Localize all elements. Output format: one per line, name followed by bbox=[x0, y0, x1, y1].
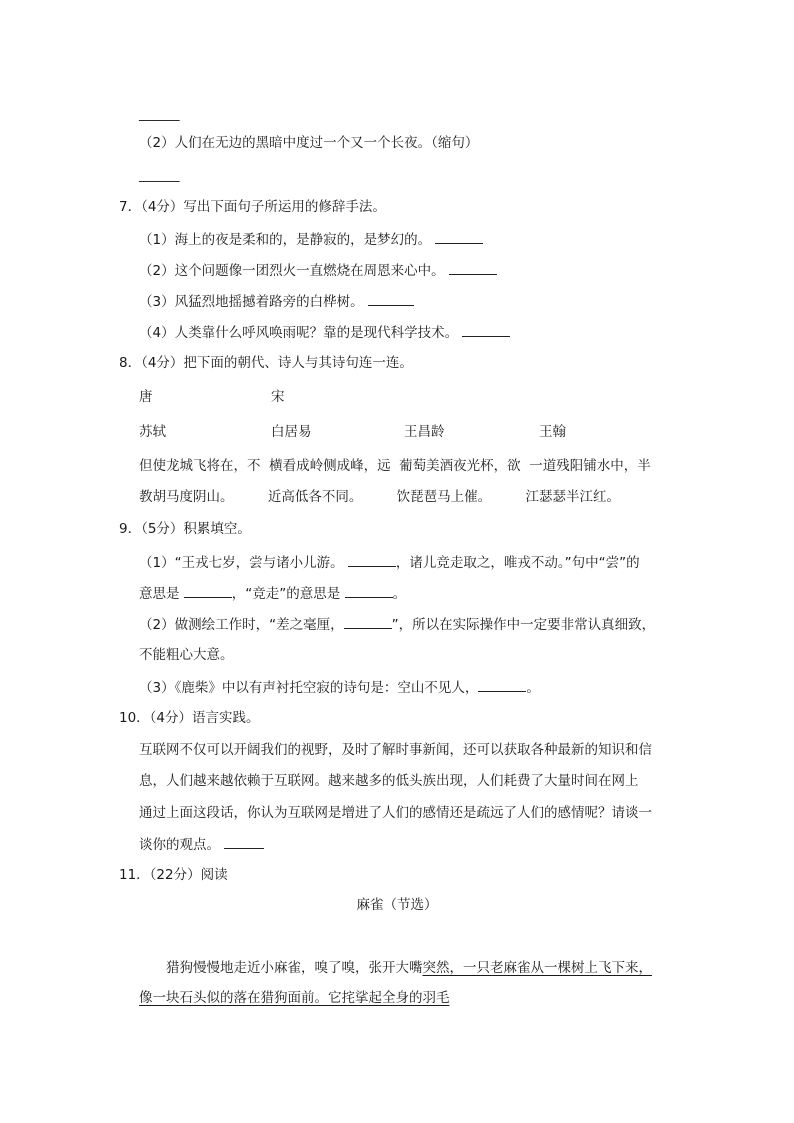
answer-blank[interactable] bbox=[348, 552, 396, 567]
dynasty-song: 宋 bbox=[271, 389, 285, 405]
poem-lines-row-2: 教胡马度阴山。 近高低各不同。 饮琵琶马上催。 江瑟瑟半江红。 bbox=[139, 489, 620, 505]
answer-blank[interactable] bbox=[344, 614, 392, 629]
poet-wang-han: 王翰 bbox=[539, 424, 566, 440]
answer-blank[interactable] bbox=[435, 229, 483, 244]
passage-title: 麻雀（节选） bbox=[356, 897, 438, 913]
q6-answer-blank[interactable]: ______ bbox=[139, 167, 180, 183]
answer-blank[interactable] bbox=[368, 291, 414, 306]
poet-su-shi: 苏轼 bbox=[139, 424, 166, 440]
q6-item-2: （2）人们在无边的黑暗中度过一个又一个长夜。（缩句） bbox=[139, 135, 479, 151]
passage-line-2: 像一块石头似的落在猎狗面前。它挓挲起全身的羽毛 bbox=[139, 990, 450, 1006]
q7-heading: 7．（4分）写出下面句子所运用的修辞手法。 bbox=[119, 199, 386, 215]
q7-item-4: （4）人类靠什么呼风唤雨呢？靠的是现代科学技术。 bbox=[139, 322, 510, 343]
poem-lines-row-1: 但使龙城飞将在，不 横看成岭侧成峰，远 葡萄美酒夜光杯，欲 一道残阳铺水中，半 bbox=[139, 458, 651, 474]
poet-wang-changling: 王昌龄 bbox=[404, 424, 445, 440]
passage-line-1: 猎狗慢慢地走近小麻雀，嗅了嗅，张开大嘴突然，一只老麻雀从一棵树上飞下来， bbox=[166, 960, 652, 976]
poet-bai-juyi: 白居易 bbox=[271, 424, 312, 440]
q7-item-1: （1）海上的夜是柔和的，是静寂的，是梦幻的。 bbox=[139, 229, 483, 250]
q9-item-3: （3）《鹿柴》中以有声衬托空寂的诗句是：空山不见人， 。 bbox=[139, 677, 540, 698]
q8-heading: 8．（4分）把下面的朝代、诗人与其诗句连一连。 bbox=[119, 355, 413, 371]
answer-blank[interactable] bbox=[184, 583, 232, 598]
q9-item-1-line-2: 意思是 ，“竞走”的意思是 。 bbox=[139, 583, 406, 604]
q9-heading: 9．（5分）积累填空。 bbox=[119, 521, 251, 537]
answer-blank[interactable] bbox=[449, 260, 497, 275]
dynasty-tang: 唐 bbox=[139, 389, 153, 405]
q9-item-2-line-2: 不能粗心大意。 bbox=[139, 647, 234, 663]
q11-heading: 11．（22分）阅读 bbox=[119, 867, 228, 883]
answer-blank[interactable] bbox=[462, 322, 510, 337]
q6-answer-blank-top[interactable]: ______ bbox=[139, 106, 180, 122]
q9-item-2-line-1: （2）做测绘工作时，“差之毫厘， ”，所以在实际操作中一定要非常认真细致， bbox=[139, 614, 655, 635]
q10-text-line-3: 通过上面这段话，你认为互联网是增进了人们的感情还是疏远了人们的感情呢？请谈一 bbox=[139, 805, 652, 821]
q9-item-1-line-1: （1）“王戎七岁，尝与诸小儿游。 ，诸儿竞走取之，唯戎不动。”句中“尝”的 bbox=[139, 552, 640, 573]
q10-text-line-1: 互联网不仅可以开阔我们的视野，及时了解时事新闻，还可以获取各种最新的知识和信 bbox=[139, 742, 652, 758]
q7-item-2: （2）这个问题像一团烈火一直燃烧在周恩来心中。 bbox=[139, 260, 497, 281]
q10-text-line-4: 谈你的观点。 bbox=[139, 834, 264, 855]
answer-blank[interactable] bbox=[478, 677, 526, 692]
answer-blank[interactable] bbox=[345, 583, 393, 598]
answer-blank[interactable] bbox=[224, 834, 264, 849]
q10-heading: 10．（4分）语言实践。 bbox=[119, 710, 260, 726]
q10-text-line-2: 息，人们越来越依赖于互联网。越来越多的低头族出现，人们耗费了大量时间在网上 bbox=[139, 773, 639, 789]
q7-item-3: （3）风猛烈地摇撼着路旁的白桦树。 bbox=[139, 291, 414, 312]
